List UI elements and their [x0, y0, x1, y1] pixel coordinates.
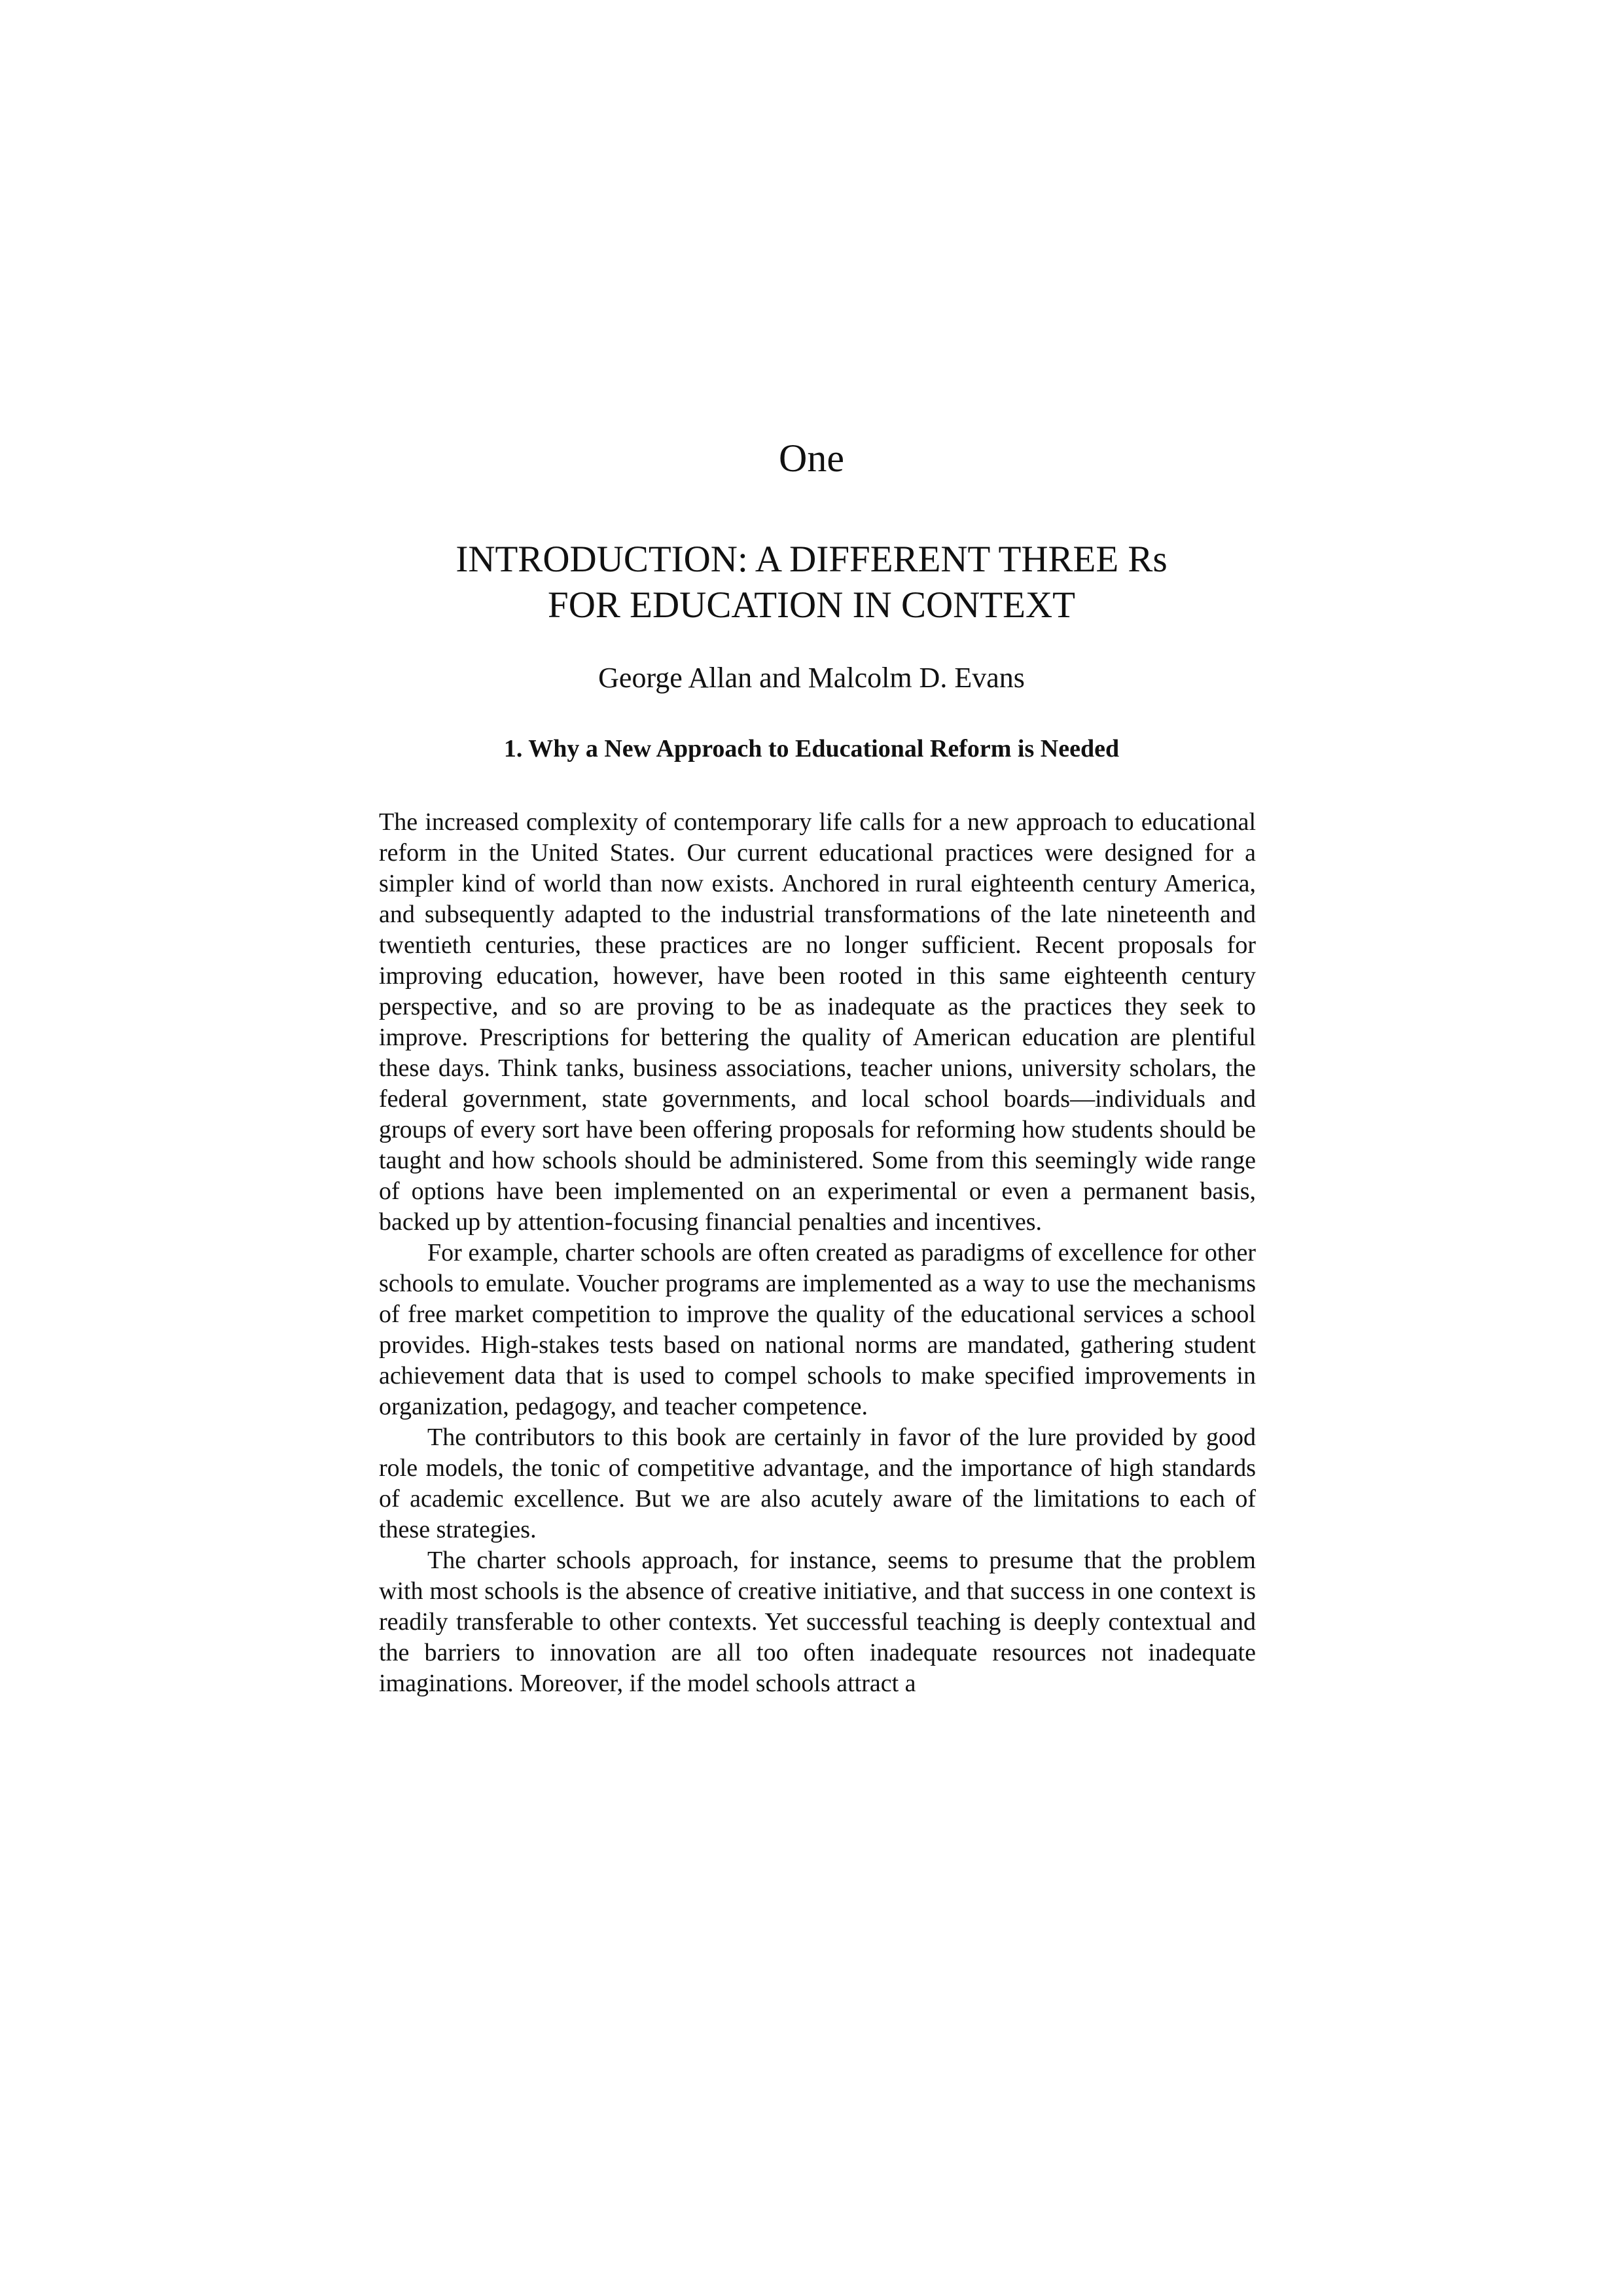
- chapter-authors: George Allan and Malcolm D. Evans: [598, 662, 1025, 694]
- chapter-title: [0, 537, 1623, 628]
- paragraph: The increased complexity of contemporary life calls for a new approach to educational reform in the United States. Our current educational practices were designed for a simpler kind of world than now exists. Anchored in rural eighteenth century America, and subsequently adapted to the industrial transformations of the late nineteenth and twentieth centuries, these practices are no longer sufficient. Recent proposals for improving education, however, have been rooted in this same eighteenth century perspective, and so are proving to be as inadequate as the practices they seek to improve. Prescriptions for bettering the quality of American education are plentiful these days. Think tanks, business associations, teacher unions, university scholars, the federal government, state governments, and local school boards—individuals and groups of every sort have been offering proposals for reforming how students should be taught and how schools should be administered. Some from this seemingly wide range of options have been implemented on an experimental or even a permanent basis, backed up by attention-focusing financial penalties and incentives.: [379, 808, 1256, 1236]
- chapter-number: One: [779, 437, 844, 480]
- chapter-title-line-1: INTRODUCTION: A DIFFERENT THREE Rs: [455, 539, 1168, 580]
- chapter-title-line-2: FOR EDUCATION IN CONTEXT: [548, 584, 1075, 626]
- paragraph: The charter schools approach, for instance, seems to presume that the problem with most schools is the absence of creative initiative, and that success in one context is readily transferable to other contexts. Yet successful teaching is deeply contextual and the barriers to innovation are all too often inadequate resources not inadequate imaginations. Moreover, if the model schools attract a: [379, 1547, 1256, 1697]
- section-heading: 1. Why a New Approach to Educational Reform is Needed: [503, 735, 1120, 762]
- body-text: [379, 807, 1256, 1699]
- paragraph: The contributors to this book are certainly in favor of the lure provided by good role models, the tonic of competitive advantage, and the importance of high standards of academic excellence. But we are also acutely aware of the limitations to each of these strategies.: [379, 1424, 1256, 1543]
- paragraph: For example, charter schools are often created as paradigms of excellence for other schools to emulate. Voucher programs are implemented as a way to use the mechanisms of free market competition to improve the quality of the educational services a school provides. High-stakes tests based on national norms are mandated, gathering student achievement data that is used to compel schools to make specified improvements in organization, pedagogy, and teacher competence.: [379, 1239, 1256, 1420]
